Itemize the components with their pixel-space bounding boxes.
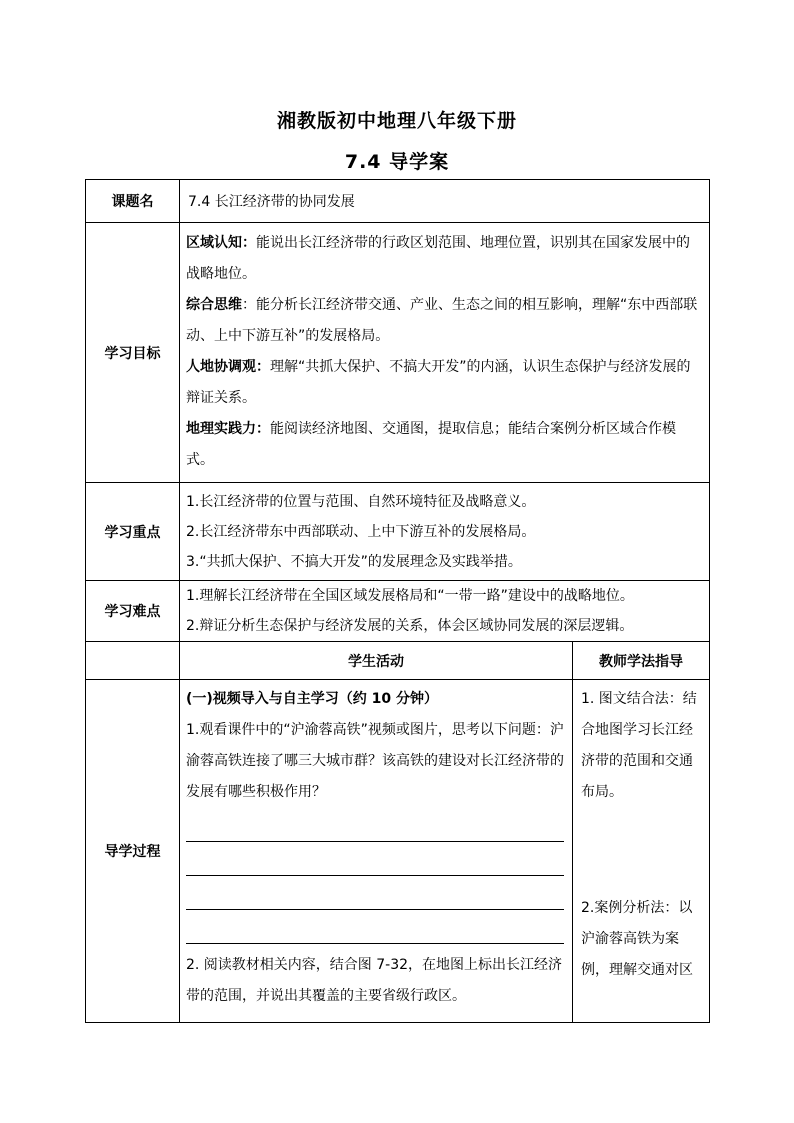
teacher-guidance-header: 教师学法指导 [573,642,710,680]
goals-content [180,223,710,483]
goal-head: 综合思维 [186,297,242,313]
key-point-item: 1.长江经济带的位置与范围、自然环境特征及战略意义。 [186,493,536,510]
empty-cell [86,642,180,680]
guide-item: 1. 图文结合法：结合地图学习长江经济带的范围和交通布局。 [581,691,697,800]
document-subtitle: 7.4 导学案 [344,151,450,173]
lesson-plan-table [85,179,710,1023]
goal-item [186,290,703,352]
section-title: (一)视频导入与自主学习（约 10 分钟） [186,691,439,707]
key-points-label: 学习重点 [86,483,180,581]
process-label: 导学过程 [86,680,180,1023]
answer-line [186,808,564,842]
question-1: 1.观看课件中的“沪渝蓉高铁”视频或图片，思考以下问题：沪渝蓉高铁连接了哪三大城市群？该高铁的建设对长江经济带的发展有哪些积极作用？ [186,722,564,800]
student-activity-header: 学生活动 [180,642,573,680]
goal-text: 能说出长江经济带的行政区划范围、地理位置，识别其在国家发展中的战略地位。 [186,235,690,282]
goal-item [186,414,703,476]
goal-item [186,228,703,290]
answer-line [186,876,564,910]
goal-head: 区域认知： [186,235,256,251]
document-title: 湘教版初中地理八年级下册 [276,110,517,132]
key-points-content [180,483,710,581]
answer-line [186,842,564,876]
guide-item: 2.案例分析法：以沪渝蓉高铁为案例，理解交通对区 [581,900,693,978]
goal-text: 理解“共抓大保护、不搞大开发”的内涵，认识生态保护与经济发展的辩证关系。 [186,359,691,406]
key-point-item: 3.“共抓大保护、不搞大开发”的发展理念及实践举措。 [186,553,522,570]
topic-value: 7.4 长江经济带的协同发展 [180,180,710,223]
row-topic [86,180,710,223]
goal-item [186,352,703,414]
difficulty-item: 1.理解长江经济带在全国区域发展格局和“一带一路”建设中的战略地位。 [186,588,634,604]
row-process [86,680,710,1023]
difficulties-content [180,581,710,642]
goals-label: 学习目标 [86,223,180,483]
goal-text: 能阅读经济地图、交通图，提取信息；能结合案例分析区域合作模式。 [186,421,676,468]
question-2: 2. 阅读教材相关内容，结合图 7-32，在地图上标出长江经济带的范围，并说出其覆盖的主要省级行政区。 [186,957,563,1004]
answer-line [186,910,564,944]
row-difficulties [86,581,710,642]
difficulties-label: 学习难点 [86,581,180,642]
row-goals [86,223,710,483]
difficulty-item: 2.辩证分析生态保护与经济发展的关系，体会区域协同发展的深层逻辑。 [186,618,634,634]
row-key-points [86,483,710,581]
row-process-header [86,642,710,680]
topic-label: 课题名 [86,180,180,223]
goal-head: 地理实践力： [186,421,270,437]
student-activity-content [180,680,573,1023]
teacher-guidance-content [573,680,710,1023]
key-point-item: 2.长江经济带东中西部联动、上中下游互补的发展格局。 [186,523,536,540]
goal-head: 人地协调观： [186,359,270,375]
goal-text: ：能分析长江经济带交通、产业、生态之间的相互影响，理解“东中西部联动、上中下游互补”的发展格局。 [186,297,698,344]
